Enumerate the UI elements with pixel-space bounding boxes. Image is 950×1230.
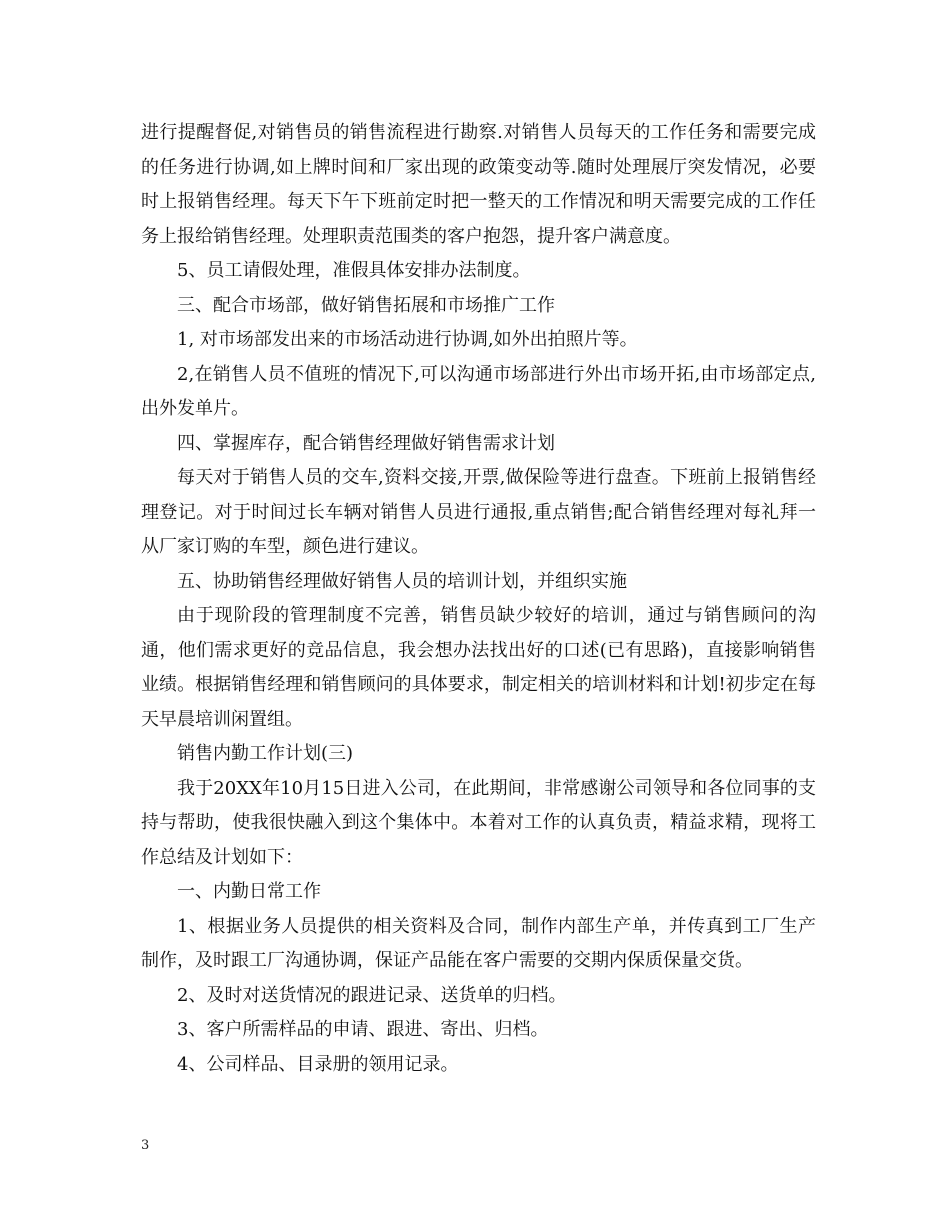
- paragraph-13: 1、根据业务人员提供的相关资料及合同，制作内部生产单，并传真到工厂生产制作，及时跟工厂沟通协调，保证产品能在客户需要的交期内保质保量交货。: [141, 915, 816, 971]
- document-body: [141, 116, 816, 1082]
- document-subtitle: 销售内勤工作计划(三): [177, 743, 354, 764]
- paragraph-14: 2、及时对送货情况的跟进记录、送货单的归档。: [177, 984, 567, 1006]
- paragraph-2: 5、员工请假处理，准假具体安排办法制度。: [177, 260, 531, 281]
- paragraph-7: 每天对于销售人员的交车,资料交接,开票,做保险等进行盘查。下班前上报销售经理登记。对于时间过长车辆对销售人员进行通报,重点销售;配合销售经理对每礼拜一从厂家订购的车型，颜色进行建议。: [141, 467, 816, 557]
- paragraph-4: 1, 对市场部发出来的市场活动进行协调,如外出拍照片等。: [177, 329, 638, 350]
- paragraph-1: 进行提醒督促,对销售员的销售流程进行勘察.对销售人员每天的工作任务和需要完成的任务进行协调,如上牌时间和厂家出现的政策变动等.随时处理展厅突发情况，必要时上报销售经理。每天下午下班前定时把一整天的工作情况和明天需要完成的工作任务上报给销售经理。处理职责范围类的客户抱怨，提升客户满意度。: [141, 122, 816, 247]
- paragraph-5: 2,在销售人员不值班的情况下,可以沟通市场部进行外出市场开拓,由市场部定点,出外发单片。: [141, 363, 816, 419]
- paragraph-16: 4、公司样品、目录册的领用记录。: [177, 1053, 459, 1075]
- paragraph-15: 3、客户所需样品的申请、跟进、寄出、归档。: [177, 1019, 549, 1040]
- section-heading-4: 四、掌握库存，配合销售经理做好销售需求计划: [177, 432, 555, 454]
- section-heading-1: 一、内勤日常工作: [177, 881, 321, 902]
- section-heading-5: 五、协助销售经理做好销售人员的培训计划，并组织实施: [177, 570, 627, 592]
- paragraph-11: 我于20XX年10月15日进入公司，在此期间，非常感谢公司领导和各位同事的支持与帮助，使我很快融入到这个集体中。本着对工作的认真负责，精益求精，现将工作总结及计划如下：: [141, 777, 816, 868]
- page-number: 3: [141, 1138, 150, 1153]
- section-heading-3: 三、配合市场部，做好销售拓展和市场推广工作: [177, 294, 555, 316]
- paragraph-9: 由于现阶段的管理制度不完善，销售员缺少较好的培训，通过与销售顾问的沟通，他们需求更好的竞品信息，我会想办法找出好的口述(已有思路)，直接影响销售业绩。根据销售经理和销售顾问的具体要求，制定相关的培训材料和计划!初步定在每天早晨培训闲置组。: [141, 605, 816, 730]
